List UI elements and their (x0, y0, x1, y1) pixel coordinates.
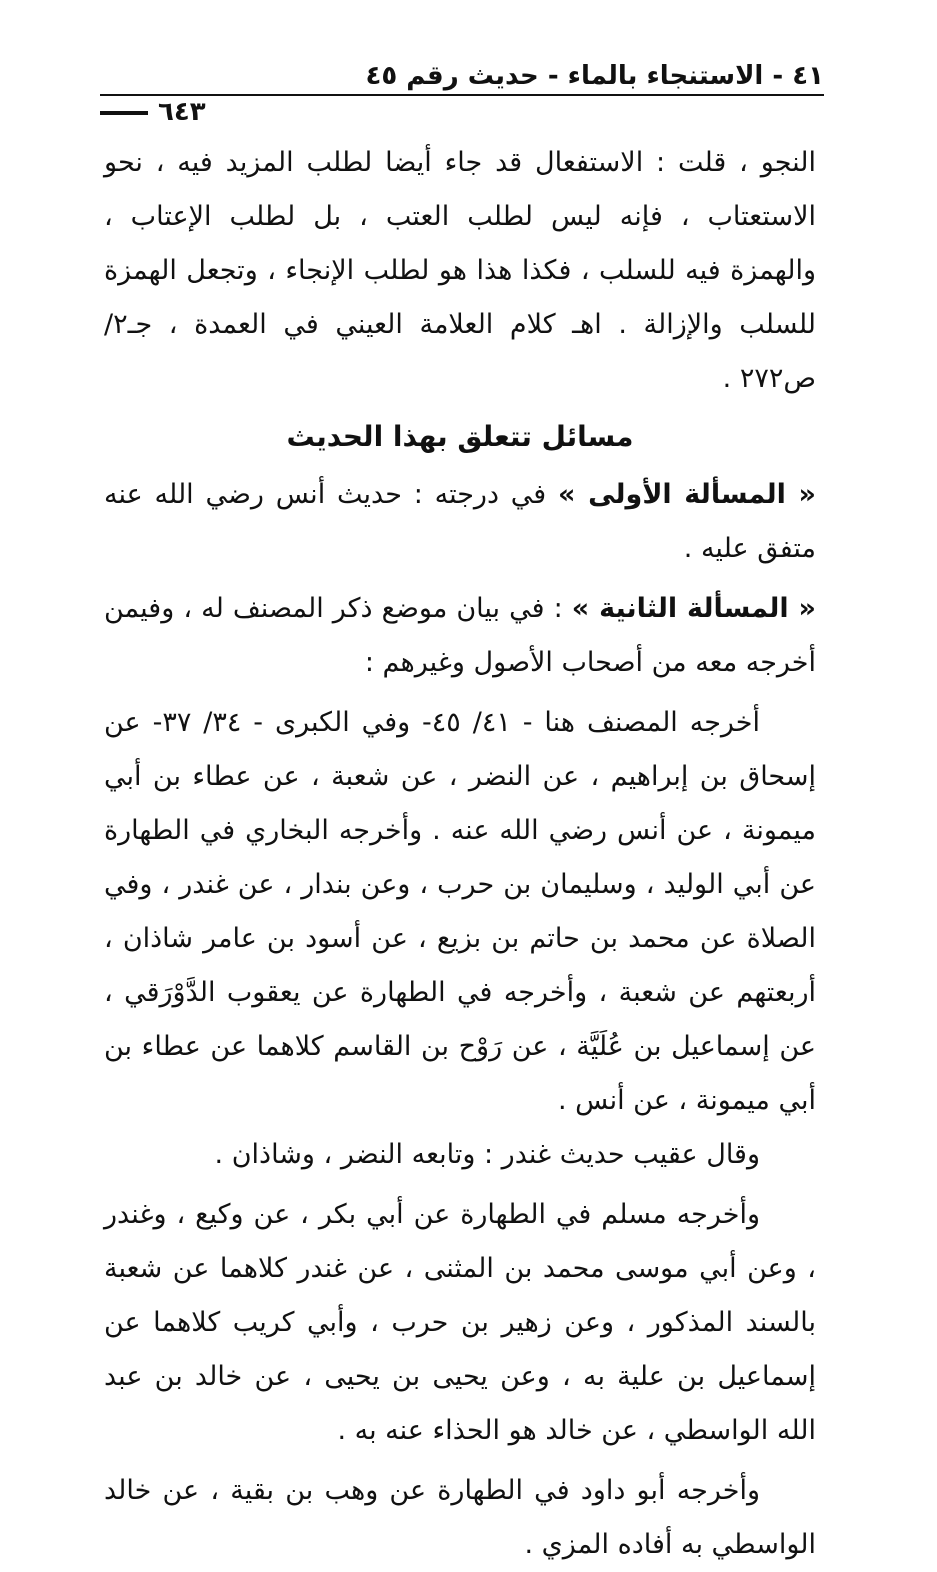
header-rule (100, 94, 824, 96)
running-head: ٤١ - الاستنجاء بالماء - حديث رقم ٤٥ (365, 61, 824, 91)
paragraph-abu-dawud: وأخرجه أبو داود في الطهارة عن وهب بن بقية ، عن خالد الواسطي به أفاده المزي . (104, 1475, 816, 1560)
issue-second-text: : في بيان موضع ذكر المصنف له ، وفيمن أخرجه معه من أصحاب الأصول وغيرهم : (104, 593, 816, 678)
paragraph-commentary: النجو ، قلت : الاستفعال قد جاء أيضا لطلب المزيد فيه ، نحو الاستعتاب ، فإنه ليس لطلب العتب ، بل لطلب الإعتاب ، والهمزة فيه للسلب ، فكذا هذا هو لطلب الإنجاء ، وتجعل الهمزة للسلب والإزالة . اهـ كلام العلامة العيني في العمدة ، جـ٢/ ص٢٧٢ . (104, 147, 816, 394)
page-number-dash (100, 111, 148, 115)
page-number-value: ٦٤٣ (158, 97, 206, 127)
issue-first-text: في درجته : حديث أنس رضي الله عنه متفق عليه . (104, 479, 816, 564)
issue-second (104, 582, 816, 690)
issue-second-label: « المسألة الثانية » (571, 593, 816, 624)
paragraph-muslim: وأخرجه مسلم في الطهارة عن أبي بكر ، عن وكيع ، وغندر ، وعن أبي موسى محمد بن المثنى ، عن غندر كلاهما عن شعبة بالسند المذكور ، وعن زهير بن حرب ، وأبي كريب كلاهما عن إسماعيل بن علية به ، وعن يحيى بن يحيى ، عن خالد بن عبد الله الواسطي ، عن خالد هو الحذاء عنه به . (104, 1199, 816, 1446)
paragraph-bukhari-note: وقال عقيب حديث غندر : وتابعه النضر ، وشاذان . (214, 1139, 760, 1170)
issue-first-label: « المسألة الأولى » (558, 479, 816, 510)
page-number (100, 96, 206, 128)
paragraph-takhrij: أخرجه المصنف هنا - ٤١/ ٤٥- وفي الكبرى - ٣٤/ ٣٧- عن إسحاق بن إبراهيم ، عن النضر ، عن شعبة ، عن عطاء بن أبي ميمونة ، عن أنس رضي الله عنه . وأخرجه البخاري في الطهارة عن أبي الوليد ، وسليمان بن حرب ، وعن بندار ، عن غندر ، وفي الصلاة عن محمد بن حاتم بن بزيع ، عن أسود بن عامر شاذان ، أربعتهم عن شعبة ، وأخرجه في الطهارة عن يعقوب الدَّوْرَقي ، عن إسماعيل بن عُلَيَّة ، عن رَوْح بن القاسم كلاهما عن عطاء بن أبي ميمونة ، عن أنس . (104, 707, 816, 1116)
page-body (104, 136, 816, 1572)
page-header (100, 60, 824, 130)
issue-first (104, 468, 816, 576)
section-title: مسائل تتعلق بهذا الحديث (286, 420, 634, 453)
